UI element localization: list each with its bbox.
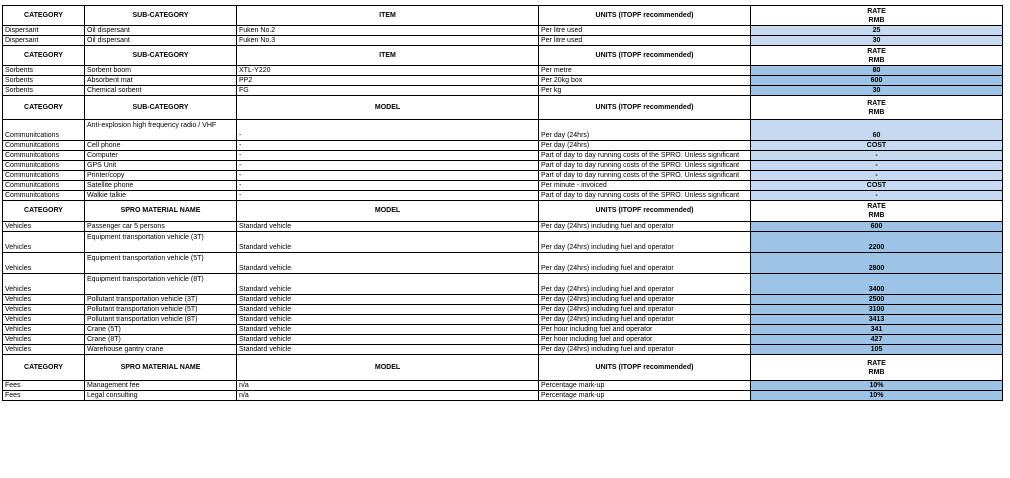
- table-row: [3, 253, 1003, 274]
- category-cell: Vehicles: [3, 335, 85, 345]
- sub-category-cell: Walkie talkie: [85, 191, 237, 201]
- units-cell: Per day (24hrs): [539, 141, 751, 151]
- units-cell: Per metre: [539, 66, 751, 76]
- item-cell: -: [237, 171, 539, 181]
- sub-category-cell: GPS Unit: [85, 161, 237, 171]
- rate-cell: -: [751, 171, 1003, 181]
- rate-cell: 600: [751, 222, 1003, 232]
- header-row: [3, 6, 1003, 26]
- rate-label: RATE: [867, 203, 886, 210]
- units-header: UNITS (ITOPF recommended): [539, 46, 751, 66]
- rate-cell: 10%: [751, 391, 1003, 401]
- item-cell: -: [237, 161, 539, 171]
- category-cell: Communitcations: [3, 120, 85, 141]
- table-row: [3, 325, 1003, 335]
- category-cell: Dispersant: [3, 26, 85, 36]
- sub-category-cell: Cell phone: [85, 141, 237, 151]
- units-cell: Per hour including fuel and operator: [539, 335, 751, 345]
- sub-category-cell: Management fee: [85, 381, 237, 391]
- material-name-header: SPRO MATERIAL NAME: [85, 355, 237, 381]
- category-header: CATEGORY: [3, 6, 85, 26]
- table-row: [3, 295, 1003, 305]
- table-row: [3, 222, 1003, 232]
- category-cell: Communitcations: [3, 141, 85, 151]
- model-header: MODEL: [237, 201, 539, 222]
- item-cell: -: [237, 120, 539, 141]
- category-cell: Vehicles: [3, 232, 85, 253]
- category-cell: Sorbents: [3, 76, 85, 86]
- table-row: [3, 305, 1003, 315]
- item-cell: Standard vehicle: [237, 253, 539, 274]
- item-cell: n/a: [237, 381, 539, 391]
- sub-category-cell: Equipment transportation vehicle (5T): [85, 253, 237, 274]
- header-row: [3, 201, 1003, 222]
- category-cell: Sorbents: [3, 66, 85, 76]
- item-cell: XTL-Y220: [237, 66, 539, 76]
- rate-cell: 2800: [751, 253, 1003, 274]
- units-cell: Per day (24hrs) including fuel and operator: [539, 315, 751, 325]
- category-cell: Communitcations: [3, 161, 85, 171]
- sub-category-cell: Sorbent boom: [85, 66, 237, 76]
- units-cell: Percentage mark-up: [539, 391, 751, 401]
- rate-cell: 2200: [751, 232, 1003, 253]
- rate-header: [751, 355, 1003, 381]
- units-header: UNITS (ITOPF recommended): [539, 355, 751, 381]
- units-cell: Per kg: [539, 86, 751, 96]
- sub-category-cell: Equipment transportation vehicle (8T): [85, 274, 237, 295]
- rate-cell: 30: [751, 86, 1003, 96]
- rate-cell: 80: [751, 66, 1003, 76]
- item-cell: -: [237, 141, 539, 151]
- sub-category-cell: Equipment transportation vehicle (3T): [85, 232, 237, 253]
- sub-category-cell: Satellite phone: [85, 181, 237, 191]
- header-row: [3, 46, 1003, 66]
- sub-category-cell: Chemical sorbent: [85, 86, 237, 96]
- rate-cell: -: [751, 191, 1003, 201]
- category-cell: Fees: [3, 381, 85, 391]
- category-cell: Vehicles: [3, 345, 85, 355]
- item-cell: Standard vehicle: [237, 345, 539, 355]
- table-row: [3, 171, 1003, 181]
- units-cell: Per day (24hrs) including fuel and operator: [539, 295, 751, 305]
- category-cell: Vehicles: [3, 274, 85, 295]
- item-cell: Standard vehicle: [237, 305, 539, 315]
- table-row: [3, 151, 1003, 161]
- units-cell: Per minute - invoiced: [539, 181, 751, 191]
- sub-category-cell: Printer/copy: [85, 171, 237, 181]
- table-row: [3, 315, 1003, 325]
- item-cell: -: [237, 151, 539, 161]
- rate-unit-label: RMB: [868, 56, 885, 64]
- rate-header: [751, 46, 1003, 66]
- units-cell: Per day (24hrs) including fuel and operator: [539, 345, 751, 355]
- table-row: [3, 345, 1003, 355]
- rate-unit-label: RMB: [868, 108, 885, 116]
- units-cell: Part of day to day running costs of the SPRO. Unless significant: [539, 151, 751, 161]
- category-header: CATEGORY: [3, 201, 85, 222]
- sub-category-cell: Anti-explosion high frequency radio / VHF: [85, 120, 237, 141]
- units-header: UNITS (ITOPF recommended): [539, 96, 751, 120]
- table-row: [3, 86, 1003, 96]
- units-cell: Per hour including fuel and operator: [539, 325, 751, 335]
- item-header: ITEM: [237, 46, 539, 66]
- units-cell: Part of day to day running costs of the SPRO. Unless significant: [539, 191, 751, 201]
- rate-cell: 3413: [751, 315, 1003, 325]
- table-row: [3, 76, 1003, 86]
- item-cell: Standard vehicle: [237, 325, 539, 335]
- rates-table: [2, 5, 1003, 401]
- table-row: [3, 381, 1003, 391]
- sub-category-cell: Pollutant transportation vehicle (3T): [85, 295, 237, 305]
- model-header: MODEL: [237, 355, 539, 381]
- rate-cell: -: [751, 161, 1003, 171]
- rate-cell: 427: [751, 335, 1003, 345]
- rate-cell: 60: [751, 120, 1003, 141]
- sub-category-cell: Legal consulting: [85, 391, 237, 401]
- table-row: [3, 391, 1003, 401]
- item-cell: PP2: [237, 76, 539, 86]
- category-cell: Vehicles: [3, 305, 85, 315]
- rate-label: RATE: [867, 359, 886, 367]
- item-header: ITEM: [237, 6, 539, 26]
- table-row: [3, 141, 1003, 151]
- category-cell: Dispersant: [3, 36, 85, 46]
- item-cell: n/a: [237, 391, 539, 401]
- category-cell: Communitcations: [3, 181, 85, 191]
- rate-label: RATE: [867, 47, 886, 55]
- sub-category-cell: Computer: [85, 151, 237, 161]
- category-cell: Vehicles: [3, 325, 85, 335]
- table-row: [3, 274, 1003, 295]
- units-cell: Per litre used: [539, 26, 751, 36]
- item-cell: Standard vehicle: [237, 232, 539, 253]
- category-cell: Communitcations: [3, 171, 85, 181]
- item-cell: -: [237, 181, 539, 191]
- rate-label: RATE: [867, 99, 886, 107]
- sub-category-cell: Crane (5T): [85, 325, 237, 335]
- sub-category-cell: Passenger car 5 persons: [85, 222, 237, 232]
- units-cell: Per 20kg box: [539, 76, 751, 86]
- rate-unit-label: RMB: [868, 368, 885, 376]
- header-row: [3, 355, 1003, 381]
- sub-category-header: SUB-CATEGORY: [85, 6, 237, 26]
- sub-category-cell: Oil dispersant: [85, 26, 237, 36]
- units-cell: Per litre used: [539, 36, 751, 46]
- sub-category-header: SUB-CATEGORY: [85, 96, 237, 120]
- category-cell: Fees: [3, 391, 85, 401]
- sub-category-cell: Oil dispersant: [85, 36, 237, 46]
- rate-cell: COST: [751, 141, 1003, 151]
- rate-unit-label: RMB: [868, 212, 885, 219]
- table-row: [3, 161, 1003, 171]
- units-cell: Part of day to day running costs of the SPRO. Unless significant: [539, 171, 751, 181]
- category-cell: Sorbents: [3, 86, 85, 96]
- rate-header: [751, 96, 1003, 120]
- table-row: [3, 191, 1003, 201]
- rates-spreadsheet: [2, 5, 1003, 401]
- sub-category-cell: Crane (8T): [85, 335, 237, 345]
- units-cell: Per day (24hrs) including fuel and operator: [539, 232, 751, 253]
- units-cell: Per day (24hrs) including fuel and operator: [539, 253, 751, 274]
- rate-header: [751, 6, 1003, 26]
- sub-category-header: SUB-CATEGORY: [85, 46, 237, 66]
- sub-category-cell: Pollutant transportation vehicle (8T): [85, 315, 237, 325]
- category-cell: Communitcations: [3, 151, 85, 161]
- table-row: [3, 120, 1003, 141]
- rate-cell: 3100: [751, 305, 1003, 315]
- rate-unit-label: RMB: [868, 16, 885, 24]
- table-row: [3, 232, 1003, 253]
- item-cell: Standard vehicle: [237, 295, 539, 305]
- category-cell: Vehicles: [3, 222, 85, 232]
- rate-cell: COST: [751, 181, 1003, 191]
- category-header: CATEGORY: [3, 355, 85, 381]
- category-cell: Vehicles: [3, 295, 85, 305]
- rate-cell: 30: [751, 36, 1003, 46]
- item-cell: Fuken No.2: [237, 26, 539, 36]
- units-cell: Part of day to day running costs of the SPRO. Unless significant: [539, 161, 751, 171]
- rate-header: [751, 201, 1003, 222]
- rate-label: RATE: [867, 7, 886, 15]
- category-header: CATEGORY: [3, 96, 85, 120]
- table-row: [3, 36, 1003, 46]
- units-cell: Per day (24hrs) including fuel and operator: [539, 274, 751, 295]
- units-header: UNITS (ITOPF recommended): [539, 6, 751, 26]
- rate-cell: 600: [751, 76, 1003, 86]
- rate-cell: 3400: [751, 274, 1003, 295]
- table-row: [3, 181, 1003, 191]
- units-cell: Per day (24hrs): [539, 120, 751, 141]
- table-row: [3, 26, 1003, 36]
- units-header: UNITS (ITOPF recommended): [539, 201, 751, 222]
- units-cell: Per day (24hrs) including fuel and operator: [539, 305, 751, 315]
- category-cell: Vehicles: [3, 253, 85, 274]
- category-cell: Vehicles: [3, 315, 85, 325]
- units-cell: Percentage mark-up: [539, 381, 751, 391]
- rate-cell: 105: [751, 345, 1003, 355]
- header-row: [3, 96, 1003, 120]
- item-cell: Standard vehicle: [237, 274, 539, 295]
- model-header: MODEL: [237, 96, 539, 120]
- item-cell: -: [237, 191, 539, 201]
- item-cell: Standard vehicle: [237, 222, 539, 232]
- material-name-header: SPRO MATERIAL NAME: [85, 201, 237, 222]
- table-row: [3, 66, 1003, 76]
- rate-cell: 10%: [751, 381, 1003, 391]
- units-cell: Per day (24hrs) including fuel and operator: [539, 222, 751, 232]
- category-header: CATEGORY: [3, 46, 85, 66]
- rate-cell: -: [751, 151, 1003, 161]
- item-cell: Standard vehicle: [237, 335, 539, 345]
- table-row: [3, 335, 1003, 345]
- item-cell: Fuken No.3: [237, 36, 539, 46]
- rate-cell: 341: [751, 325, 1003, 335]
- category-cell: Communitcations: [3, 191, 85, 201]
- item-cell: Standard vehicle: [237, 315, 539, 325]
- sub-category-cell: Pollutant transportation vehicle (5T): [85, 305, 237, 315]
- sub-category-cell: Warehouse gantry crane: [85, 345, 237, 355]
- item-cell: FG: [237, 86, 539, 96]
- sub-category-cell: Absorbent mat: [85, 76, 237, 86]
- rate-cell: 25: [751, 26, 1003, 36]
- rate-cell: 2500: [751, 295, 1003, 305]
